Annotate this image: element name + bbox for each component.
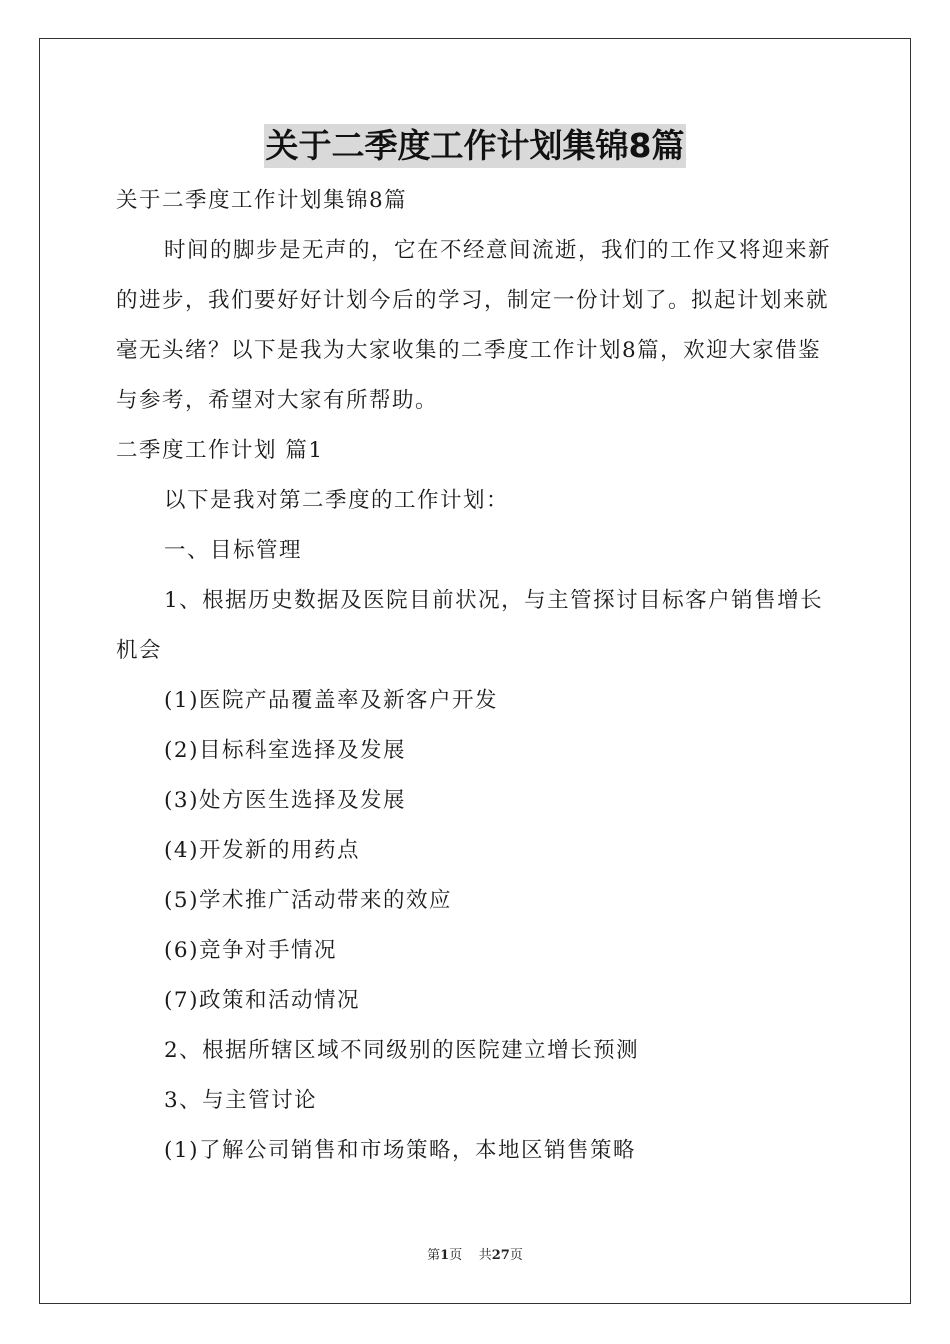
body-line: 1、根据历史数据及医院目前状况，与主管探讨目标客户销售增长机会 bbox=[116, 588, 824, 663]
body-line: 以下是我对第二季度的工作计划： bbox=[164, 488, 510, 513]
total-suffix: 页 bbox=[509, 1248, 523, 1263]
intro-paragraph: 时间的脚步是无声的，它在不经意间流逝，我们的工作又将迎来新的进步，我们要好好计划今后的学习，制定一份计划了。拟起计划来就毫无头绪？以下是我为大家收集的二季度工作计划8篇，欢迎大家借鉴与参考，希望对大家有所帮助。 bbox=[116, 238, 832, 413]
body-line: (4)开发新的用药点 bbox=[164, 838, 360, 863]
document-body bbox=[116, 176, 836, 1176]
page-number: 1 bbox=[440, 1248, 450, 1263]
total-prefix: 共 bbox=[478, 1248, 492, 1263]
page-suffix: 页 bbox=[449, 1248, 463, 1263]
body-line: 3、与主管讨论 bbox=[164, 1088, 318, 1113]
body-line: (3)处方医生选择及发展 bbox=[164, 788, 406, 813]
body-line: (1)了解公司销售和市场策略，本地区销售策略 bbox=[164, 1138, 636, 1163]
section-heading: 二季度工作计划 篇1 bbox=[116, 438, 324, 463]
page-footer bbox=[0, 1244, 950, 1263]
body-line: (2)目标科室选择及发展 bbox=[164, 738, 406, 763]
body-line: 一、目标管理 bbox=[164, 538, 303, 563]
page-prefix: 第 bbox=[427, 1248, 441, 1263]
body-line: (1)医院产品覆盖率及新客户开发 bbox=[164, 688, 498, 713]
body-line: 2、根据所辖区域不同级别的医院建立增长预测 bbox=[164, 1038, 640, 1063]
body-line: (5)学术推广活动带来的效应 bbox=[164, 888, 452, 913]
document-title: 关于二季度工作计划集锦8篇 bbox=[264, 124, 687, 168]
body-line: (6)竞争对手情况 bbox=[164, 938, 337, 963]
document-subtitle: 关于二季度工作计划集锦8篇 bbox=[116, 188, 408, 213]
title-container bbox=[0, 124, 950, 168]
total-pages: 27 bbox=[491, 1248, 510, 1263]
body-line: (7)政策和活动情况 bbox=[164, 988, 360, 1013]
